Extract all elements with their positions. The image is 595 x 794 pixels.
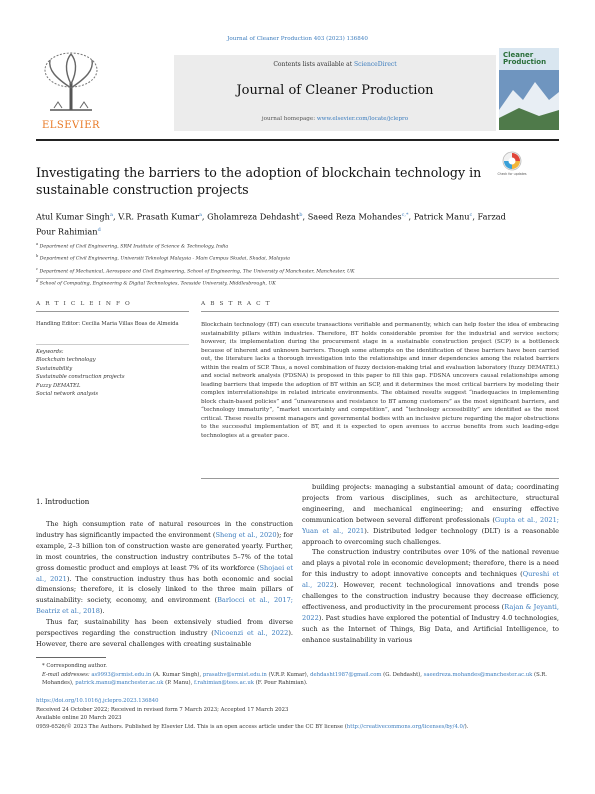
doi-link[interactable]: https://doi.org/10.1016/j.jclepro.2023.136840	[36, 698, 159, 704]
email-addresses	[36, 671, 559, 688]
received-dates: Received 24 October 2022; Received in revised form 7 March 2023; Accepted 17 March 2023	[36, 706, 289, 713]
author-separator: ,	[302, 211, 308, 222]
email-owner: (A. Kumar Singh),	[151, 671, 203, 678]
journal-cover	[499, 48, 559, 130]
author-name: Gholamreza Dehdasht	[207, 211, 300, 222]
corresponding-note: * Corresponding author.	[42, 663, 107, 669]
online-date: Available online 20 March 2023	[36, 715, 122, 722]
author-separator: ,	[472, 211, 478, 222]
affiliation-list	[36, 240, 556, 289]
citation-link[interactable]: Rajan & Jeyanti, 2022	[302, 602, 559, 622]
citation-link[interactable]: Nicoenzi et al., 2022	[213, 629, 289, 638]
author-affiliation-mark[interactable]: c,*	[401, 212, 409, 218]
email-owner: (V.R.P. Kumar),	[266, 671, 311, 678]
author-affiliation-mark[interactable]: c	[469, 212, 473, 218]
email-owner: (P. Manu),	[163, 680, 194, 687]
email-label: E-mail addresses:	[42, 671, 92, 678]
email-owner: (S.R. Mohandes),	[42, 671, 547, 687]
affiliation	[36, 252, 556, 264]
affiliation-text: Department of Mechanical, Aerospace and Civil Engineering, School of Engineering, The University of Manchester, Manchester, UK	[38, 269, 355, 275]
license-prefix: 0959-6526/© 2023 The Authors. Published by Elsevier Ltd. This is an open access article under the CC BY license (	[36, 724, 347, 731]
footnotes	[36, 662, 559, 688]
author-separator: ,	[112, 211, 119, 222]
text-run: The high consumption rate of natural resources in the construction industry has significantly impacted the environment (	[36, 520, 293, 539]
text-run: ). Distributed ledger technology (DLT) is a reasonable approach to overcoming such challenges.	[302, 526, 559, 546]
abstract-heading: A B S T R A C T	[201, 301, 272, 307]
author-affiliation-mark[interactable]: b	[299, 212, 303, 218]
citation-link[interactable]: Sheng et al., 2020	[215, 530, 277, 539]
article-title: Investigating the barriers to the adoption of blockchain technology in sustainable construction projects	[36, 165, 482, 197]
paragraph	[302, 547, 559, 645]
affiliation-text: Department of Civil Engineering, SRM Institute of Science & Technology, India	[38, 244, 229, 250]
text-run: ); for example, 2–3 billion ton of construction waste are generated yearly. Further, in most countries, the construction industry contributes 5–7% of the total gross domestic product and employs at least 7% of its workforce (	[36, 530, 293, 572]
affiliation-mark: a	[36, 242, 39, 246]
author-name: Atul Kumar Singh	[36, 211, 110, 222]
footnote-rule	[36, 657, 106, 658]
cover-title: Cleaner Production	[503, 51, 547, 66]
keyword: Blockchain technology	[36, 357, 96, 364]
citation-link[interactable]: Shojaei et al., 2021	[36, 563, 293, 583]
article-info-rule	[36, 311, 189, 312]
email-owner: (F. Pour Rahimian).	[254, 680, 308, 687]
abstract-rule	[201, 311, 559, 312]
affiliation-mark: d	[36, 279, 39, 284]
journal-homepage	[174, 116, 496, 122]
affiliation-mark: c	[36, 266, 39, 271]
paragraph	[302, 482, 559, 547]
email-link[interactable]: f.rahimian@tees.ac.uk	[193, 680, 255, 687]
keywords-block	[36, 348, 186, 398]
keywords-rule	[36, 344, 189, 345]
citation-link[interactable]: Barlocci et al., 2017; Beatriz et al., 2018	[36, 596, 293, 616]
email-link[interactable]: as9993@srmist.edu.in	[91, 671, 152, 678]
email-link[interactable]: patrick.manu@manchester.ac.uk	[75, 680, 164, 687]
elsevier-logo	[36, 48, 106, 134]
contents-prefix: Contents lists available at	[273, 61, 355, 68]
contents-line	[174, 61, 496, 68]
affiliation	[36, 240, 556, 252]
keyword: Sustainable construction projects	[36, 374, 125, 381]
text-run: ). The construction industry thus has both economic and social dimensions; therefore, it is closely linked to the three main pillars of sustainability: society, economy, and environment (	[36, 574, 293, 605]
author-name: Farzad Pour Rahimian	[36, 211, 506, 237]
author-name: V.R. Prasath Kumar	[118, 211, 199, 222]
header-rule	[36, 139, 559, 141]
keyword: Social network analysis	[36, 391, 99, 398]
affiliation-rule	[36, 278, 559, 279]
homepage-prefix: journal homepage:	[261, 116, 317, 122]
email-link[interactable]: dehdasht1987@gmail.com	[310, 671, 382, 678]
handling-editor: Handling Editor: Cecilia Maria Villas Boas de Almeida	[36, 321, 179, 327]
abstract-bottom-rule	[201, 478, 559, 479]
homepage-link[interactable]: www.elsevier.com/locate/jclepro	[316, 116, 409, 122]
intro-right-column	[302, 482, 559, 646]
journal-name: Journal of Cleaner Production	[236, 83, 434, 98]
text-run: The construction industry contributes over 10% of the national revenue and plays a pivotal role in economic development; therefore, there is a need for this industry to adopt innovative concepts and techniques (	[302, 548, 559, 579]
text-run: ). However, recent technological innovations and trends pose challenges to the construction industry because they decrease efficiency, effectiveness, and productivity in the procurement process (	[302, 581, 560, 611]
citation-link[interactable]: Qureshi et al., 2022	[302, 570, 560, 590]
text-run: ). Past studies have explored the potential of Industry 4.0 technologies, such as the Internet of Things, Big Data, and Artificial Intelligence, to enhance sustainability in various	[302, 613, 559, 644]
author-list	[36, 209, 516, 239]
paragraph	[36, 617, 293, 650]
text-run: ). However, there are several challenges with creating sustainable	[36, 629, 293, 648]
license-line	[36, 723, 559, 732]
keywords-heading: Keywords:	[36, 349, 64, 355]
email-link[interactable]: prasathv@srmist.edu.in	[202, 671, 267, 678]
affiliation-text: School of Computing, Engineering & Digital Technologies, Teesside University, Middlesbrough, UK	[38, 281, 276, 287]
text-run: ).	[99, 607, 105, 616]
keyword: Sustainability	[36, 365, 73, 372]
affiliation-mark: b	[36, 254, 39, 259]
author-separator: ,	[201, 211, 208, 222]
affiliation	[36, 265, 556, 277]
affiliation-text: Department of Civil Engineering, Universiti Teknologi Malaysia - Main Campus Skudai, Skudai, Malaysia	[38, 256, 290, 262]
email-link[interactable]: saeedreza.mohandes@manchester.ac.uk	[423, 671, 533, 678]
email-owner: (G. Dehdasht),	[381, 671, 424, 678]
intro-left-column	[36, 519, 293, 650]
author-affiliation-mark[interactable]: a	[198, 212, 202, 218]
keyword: Fuzzy DEMATEL	[36, 382, 81, 389]
citation-link[interactable]: Gupta et al., 2021; Yuan et al., 2021	[302, 515, 559, 535]
text-run: Thus far, sustainability has been extensively studied from diverse perspectives regarding the construction industry (	[36, 618, 293, 638]
license-link[interactable]: http://creativecommons.org/licenses/by/4.0/	[346, 724, 465, 731]
author-separator: ,	[408, 211, 414, 222]
sciencedirect-link[interactable]: ScienceDirect	[354, 61, 397, 68]
abstract-text: Blockchain technology (BT) can execute transactions verifiable and permanently, which can help foster the idea of embracing sustainability pillars within industries. Therefore, BT holds considerable promise for the industrial and service sectors; however, its implementation during the procurement stage in a sustainable construction project (SCP) is a bottleneck because of inherent and unknown barriers. Though some attempts on the identification of these barriers have been carried out, the literature lacks a thorough investigation into the relationships and inner dependencies among the related barriers within the realm of SCP. Thus, a novel combination of fuzzy decision-making trial and evaluation laboratory (fuzzy DEMATEL) and social network analysis (FDSNA) is proposed in this paper to fill this gap. FDSNA uncovers causal relationships among leading barriers that impede the adoption of BT within an SCP, and it determines the most critical barriers by modeling their complex interrelationships in related intricate environments. The obtained results suggest “inadequacies in implementing block chain-based policies” and “unawareness and resistance to BT among customers” as the most significant barriers, and “technology immaturity”, “market uncertainty and competition”, and “technology accessibility” are identified as the most critical. These results present managers and governmental bodies with an inclusive picture regarding the major obstructions to the successful implementation of BT, and it is expected to open avenues to accrue benefits from such leading-edge technologies at a greater pace.	[201, 322, 559, 439]
cover-mountain-image	[499, 70, 559, 130]
author-affiliation-mark[interactable]: d	[97, 227, 101, 234]
text-run: building projects: managing a substantial amount of data; coordinating projects from various disciplines, such as architecture, structural engineering, and mechanical engineering; and ensuring effective communication between several different professionals (	[302, 483, 559, 524]
author-name: Saeed Reza Mohandes	[307, 211, 402, 222]
crossmark-badge[interactable]	[497, 150, 527, 180]
paragraph	[36, 519, 293, 617]
author-affiliation-mark[interactable]: a	[109, 212, 113, 218]
introduction-heading: 1. Introduction	[36, 498, 90, 506]
article-info-heading: A R T I C L E I N F O	[36, 301, 132, 307]
journal-reference[interactable]: Journal of Cleaner Production 403 (2023) 136840	[227, 36, 368, 42]
author-name: Patrick Manu	[413, 211, 470, 222]
publication-info	[36, 697, 559, 732]
license-suffix: ).	[464, 724, 469, 731]
crossmark-label: Check for updates	[497, 172, 527, 176]
publisher-name: ELSEVIER	[41, 120, 101, 131]
